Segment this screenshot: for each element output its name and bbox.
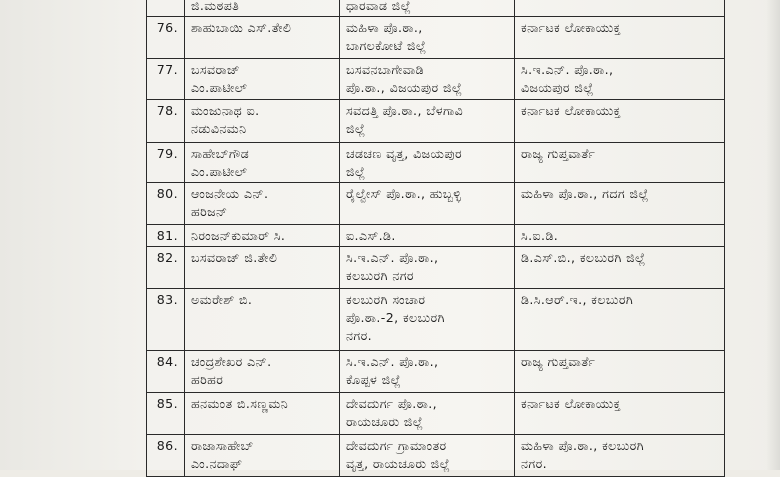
table-row — [147, 393, 725, 435]
table-row — [147, 59, 725, 100]
officer-name: ಹನಮಂತ ಬಿ.ಸಣ್ಣಮನಿ — [185, 393, 340, 435]
serial-number — [147, 0, 185, 17]
serial-number: 86. — [147, 435, 185, 477]
table-row — [147, 100, 725, 143]
table-row — [147, 435, 725, 477]
current-posting: ದೇವದುರ್ಗ ಗ್ರಾಮಾಂತರ ವೃತ್ತ, ರಾಯಚೂರು ಜಿಲ್ಲೆ — [340, 435, 515, 477]
table-row — [147, 0, 725, 17]
new-posting: ರಾಜ್ಯ ಗುಪ್ತವಾರ್ತೆ — [515, 143, 725, 183]
table-row — [147, 183, 725, 225]
new-posting: ಸಿ.ಐ.ಡಿ. — [515, 225, 725, 247]
table-row — [147, 247, 725, 289]
table-row — [147, 289, 725, 351]
officer-name: ರಾಜಾಸಾಹೇಬ್ ಎಂ.ನದಾಫ್ — [185, 435, 340, 477]
officer-name: ನಿರಂಜನ್‌ಕುಮಾರ್ ಸಿ. — [185, 225, 340, 247]
serial-number: 78. — [147, 100, 185, 143]
new-posting: ಮಹಿಳಾ ಪೊ.ಠಾ., ಕಲಬುರಗಿ ನಗರ. — [515, 435, 725, 477]
officer-name: ಮಂಜುನಾಥ ಐ. ನಡುವಿನಮನಿ — [185, 100, 340, 143]
officer-name: ಶಾಹುಬಾಯಿ ಎಸ್.ತೇಲಿ — [185, 17, 340, 59]
serial-number: 76. — [147, 17, 185, 59]
new-posting: ಕರ್ನಾಟಕ ಲೋಕಾಯುಕ್ತ — [515, 393, 725, 435]
new-posting — [515, 0, 725, 17]
new-posting: ಕರ್ನಾಟಕ ಲೋಕಾಯುಕ್ತ — [515, 17, 725, 59]
serial-number: 83. — [147, 289, 185, 351]
new-posting: ರಾಜ್ಯ ಗುಪ್ತವಾರ್ತೆ — [515, 351, 725, 393]
table-row — [147, 143, 725, 183]
current-posting: ಸಿ.ಇ.ಎನ್. ಪೊ.ಠಾ., ಕೊಪ್ಪಳ ಜಿಲ್ಲೆ — [340, 351, 515, 393]
officer-name: ಜಿ.ಮಠಪತಿ — [185, 0, 340, 17]
serial-number: 79. — [147, 143, 185, 183]
current-posting: ಐ.ಎಸ್.ಡಿ. — [340, 225, 515, 247]
current-posting: ಧಾರವಾಡ ಜಿಲ್ಲೆ — [340, 0, 515, 17]
page-edge-shadow — [766, 0, 780, 470]
new-posting: ಡಿ.ಸಿ.ಆರ್.ಇ., ಕಲಬುರಗಿ — [515, 289, 725, 351]
officer-name: ಸಾಹೇಬ್‌ಗೌಡ ಎಂ.ಪಾಟೀಲ್ — [185, 143, 340, 183]
serial-number: 84. — [147, 351, 185, 393]
officer-name: ಚಂದ್ರಶೇಖರ ಎನ್. ಹರಿಹರ — [185, 351, 340, 393]
serial-number: 80. — [147, 183, 185, 225]
current-posting: ಸಿ.ಇ.ಎನ್. ಪೊ.ಠಾ., ಕಲಬುರಗಿ ನಗರ — [340, 247, 515, 289]
current-posting: ಕಲಬುರಗಿ ಸಂಚಾರ ಪೊ.ಠಾ.-2, ಕಲಬುರಗಿ ನಗರ. — [340, 289, 515, 351]
officer-name: ಬಸವರಾಜ್ ಎಂ.ಪಾಟೀಲ್ — [185, 59, 340, 100]
serial-number: 77. — [147, 59, 185, 100]
current-posting: ಮಹಿಳಾ ಪೊ.ಠಾ., ಬಾಗಲಕೋಟೆ ಜಿಲ್ಲೆ — [340, 17, 515, 59]
current-posting: ರೈಲ್ವೇಸ್ ಪೊ.ಠಾ., ಹುಬ್ಬಳ್ಳಿ — [340, 183, 515, 225]
current-posting: ದೇವದುರ್ಗ ಪೊ.ಠಾ., ರಾಯಚೂರು ಜಿಲ್ಲೆ — [340, 393, 515, 435]
officer-name: ಆಂಜನೇಯ ಎನ್. ಹರಿಜನ್ — [185, 183, 340, 225]
new-posting: ಡಿ.ಎಸ್.ಬಿ., ಕಲಬುರಗಿ ಜಿಲ್ಲೆ — [515, 247, 725, 289]
new-posting: ಕರ್ನಾಟಕ ಲೋಕಾಯುಕ್ತ — [515, 100, 725, 143]
serial-number: 82. — [147, 247, 185, 289]
table-row — [147, 225, 725, 247]
officer-name: ಅಮರೇಶ್ ಬಿ. — [185, 289, 340, 351]
new-posting: ಮಹಿಳಾ ಪೊ.ಠಾ., ಗದಗ ಜಿಲ್ಲೆ — [515, 183, 725, 225]
table-row — [147, 351, 725, 393]
current-posting: ಬಸವನಬಾಗೇವಾಡಿ ಪೊ.ಠಾ., ವಿಜಯಪುರ ಜಿಲ್ಲೆ — [340, 59, 515, 100]
new-posting: ಸಿ.ಇ.ಎನ್. ಪೊ.ಠಾ., ವಿಜಯಪುರ ಜಿಲ್ಲೆ — [515, 59, 725, 100]
transfer-table — [146, 0, 725, 477]
current-posting: ಚಡಚಣ ವೃತ್ತ, ವಿಜಯಪುರ ಜಿಲ್ಲೆ — [340, 143, 515, 183]
serial-number: 81. — [147, 225, 185, 247]
officer-name: ಬಸವರಾಜ್ ಜಿ.ತೇಲಿ — [185, 247, 340, 289]
serial-number: 85. — [147, 393, 185, 435]
current-posting: ಸವದತ್ತಿ ಪೊ.ಠಾ., ಬೆಳಗಾವಿ ಜಿಲ್ಲೆ — [340, 100, 515, 143]
table-row — [147, 17, 725, 59]
